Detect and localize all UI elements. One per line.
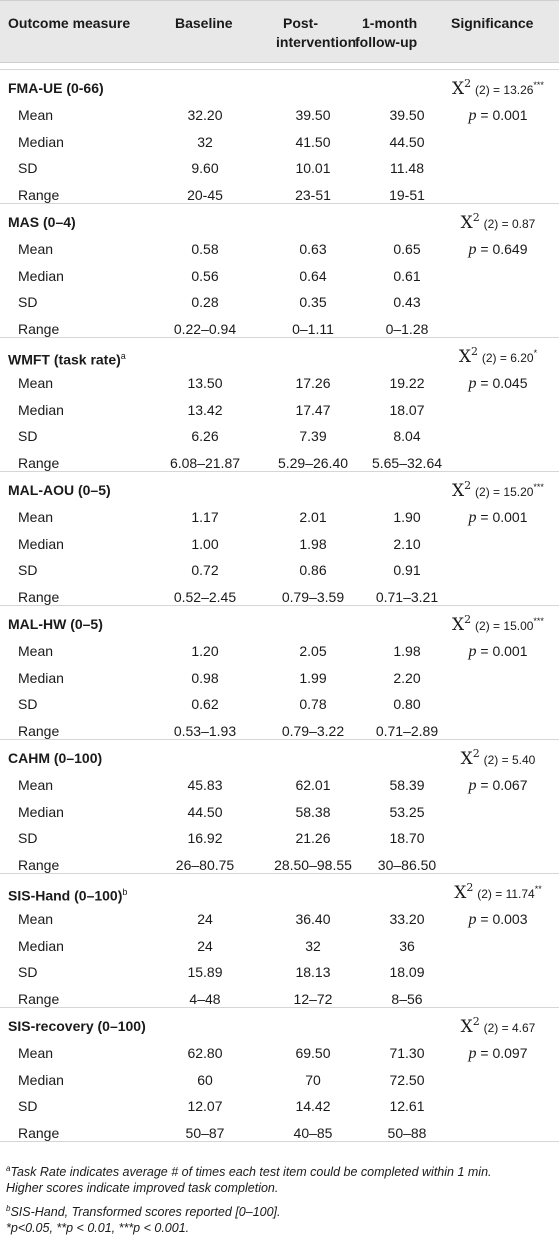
header-post-intervention [276,14,357,52]
row-label: SD [18,830,38,847]
row-label: Mean [18,374,54,391]
p-value-text: = 0.649 [480,240,528,257]
p-value [440,775,556,796]
p-value [440,373,556,394]
post-intervention-value: 1.99 [299,669,327,686]
header-follow-up [355,14,417,52]
chi-symbol: $X^2$ [452,613,472,635]
baseline-value: 0.22–0.94 [173,321,237,338]
follow-up-value: 0.71–2.89 [375,723,439,740]
chi-value: (2) = 15.00 [475,619,534,633]
p-value-text: = 0.097 [480,1044,528,1061]
footnote-a-mark: a [6,1164,11,1173]
p-symbol: p [468,642,477,660]
post-intervention-value: 5.29–26.40 [277,455,349,472]
row-label: Median [18,803,64,820]
row-label: Median [18,535,64,552]
group-title [8,614,103,634]
header-significance: Significance [451,15,534,31]
row-label: Mean [18,910,54,927]
chi-value: (2) = 4.67 [483,1021,536,1035]
chi-square-result [440,1012,556,1038]
row-label: Mean [18,776,54,793]
p-value [440,641,556,662]
p-value [440,507,556,528]
header-post-line2: intervention [276,34,357,50]
post-intervention-value: 70 [305,1071,321,1088]
header-follow-line1: 1-month [362,15,418,31]
footnote-a-text: Task Rate indicates average # of times each test item could be completed within 1 min. [10,1165,492,1179]
post-intervention-value: 2.01 [299,508,327,525]
follow-up-value: 8–56 [391,991,423,1008]
baseline-value: 50–87 [185,1125,225,1142]
row-label: Range [18,991,60,1008]
post-intervention-value: 14.42 [295,1098,331,1115]
p-value [440,105,556,126]
baseline-value: 0.28 [191,294,219,311]
row-label: Median [18,669,64,686]
p-value-text: = 0.001 [480,642,528,659]
baseline-value: 32.20 [187,106,223,123]
group-title-text: CAHM (0–100) [8,750,103,766]
footnote-marker: b [122,887,128,897]
baseline-value: 24 [197,937,213,954]
post-intervention-value: 17.26 [295,374,331,391]
post-intervention-value: 41.50 [295,133,331,150]
post-intervention-value: 0.79–3.22 [281,723,345,740]
chi-symbol: $X^2$ [454,881,474,903]
row-label: Mean [18,508,54,525]
post-intervention-value: 0.64 [299,267,327,284]
row-label: Mean [18,1044,54,1061]
follow-up-value: 0–1.28 [385,321,429,338]
p-value-text: = 0.001 [480,508,528,525]
post-intervention-value: 58.38 [295,803,331,820]
row-label: Mean [18,106,54,123]
group-divider [0,605,559,606]
row-label: Range [18,455,60,472]
p-value-text: = 0.045 [480,374,528,391]
footnote-b [6,1200,281,1221]
p-symbol: p [468,910,477,928]
post-intervention-value: 0.63 [299,240,327,257]
baseline-value: 62.80 [187,1044,223,1061]
baseline-value: 60 [197,1071,213,1088]
post-intervention-value: 39.50 [295,106,331,123]
significance-stars: ** [534,884,542,894]
footnote-b-mark: b [6,1204,11,1213]
footnote-a [6,1160,492,1181]
group-divider [0,69,559,70]
row-label: Range [18,1125,60,1142]
significance-stars: *** [533,80,544,90]
baseline-value: 0.52–2.45 [173,589,237,606]
table-bottom-rule [0,1141,559,1142]
baseline-value: 16.92 [187,830,223,847]
header-baseline: Baseline [175,15,233,31]
group-title-text: SIS-Hand (0–100) [8,887,123,904]
follow-up-value: 72.50 [389,1071,425,1088]
baseline-value: 13.50 [187,374,223,391]
baseline-value: 0.58 [191,240,219,257]
post-intervention-value: 28.50–98.55 [274,857,352,874]
baseline-value: 44.50 [187,803,223,820]
row-label: SD [18,160,38,177]
chi-square-result [440,476,556,502]
p-value-text: = 0.003 [480,910,528,927]
chi-symbol: $X^2$ [452,77,472,99]
follow-up-value: 44.50 [389,133,425,150]
follow-up-value: 18.07 [389,401,425,418]
significance-stars: * [533,348,538,358]
chi-square-result [440,74,556,100]
follow-up-value: 2.20 [393,669,421,686]
header-post-line1: Post- [283,15,318,31]
group-title-text: SIS-recovery (0–100) [8,1018,146,1034]
group-divider [0,1007,559,1008]
footnote-a-line2: Higher scores indicate improved task completion. [6,1181,279,1195]
post-intervention-value: 0–1.11 [292,321,334,338]
follow-up-value: 0.80 [393,696,421,713]
group-divider [0,471,559,472]
baseline-value: 6.08–21.87 [169,455,241,472]
post-intervention-value: 69.50 [295,1044,331,1061]
chi-square-result [440,208,556,234]
chi-square-result [440,878,556,904]
group-title [8,78,104,98]
row-label: SD [18,562,38,579]
post-intervention-value: 12–72 [293,991,333,1008]
footnote-significance: *p<0.05, **p < 0.01, ***p < 0.001. [6,1221,190,1235]
chi-value: (2) = 11.74 [477,887,535,901]
row-label: SD [18,428,38,445]
chi-symbol: $X^2$ [460,1015,480,1037]
follow-up-value: 50–88 [387,1125,427,1142]
baseline-value: 1.00 [191,535,219,552]
post-intervention-value: 23-51 [295,187,331,204]
row-label: Median [18,133,64,150]
group-title-text: FMA-UE (0-66) [8,80,104,96]
p-symbol: p [468,374,477,392]
baseline-value: 0.98 [191,669,219,686]
follow-up-value: 11.48 [390,160,424,177]
significance-stars: *** [533,616,544,626]
post-intervention-value: 10.01 [295,160,331,177]
follow-up-value: 1.90 [393,508,421,525]
group-title-text: MAL-HW (0–5) [8,616,103,632]
follow-up-value: 18.70 [389,830,425,847]
baseline-value: 4–48 [189,991,221,1008]
chi-value: (2) = 6.20 [481,351,534,365]
chi-symbol: $X^2$ [458,345,478,367]
chi-symbol: $X^2$ [452,479,472,501]
post-intervention-value: 21.26 [295,830,331,847]
row-label: Median [18,1071,64,1088]
table-header [0,0,559,63]
post-intervention-value: 36.40 [295,910,331,927]
post-intervention-value: 0.86 [299,562,327,579]
baseline-value: 6.26 [191,428,219,445]
baseline-value: 20-45 [187,187,223,204]
group-divider [0,203,559,204]
p-symbol: p [468,776,477,794]
footnote-b-text: SIS-Hand, Transformed scores reported [0–100]. [10,1205,281,1219]
follow-up-value: 0.91 [393,562,421,579]
baseline-value: 0.62 [191,696,219,713]
post-intervention-value: 17.47 [295,401,331,418]
p-value [440,239,556,260]
p-symbol: p [468,106,477,124]
chi-square-result [440,744,556,770]
group-title-text: MAS (0–4) [8,214,76,230]
row-label: Range [18,321,60,338]
chi-value: (2) = 0.87 [483,217,536,231]
group-title [8,748,102,768]
follow-up-value: 0.71–3.21 [375,589,439,606]
post-intervention-value: 62.01 [295,776,331,793]
chi-square-result [440,610,556,636]
group-title [8,346,126,370]
follow-up-value: 8.04 [393,428,421,445]
baseline-value: 26–80.75 [175,857,235,874]
follow-up-value: 18.09 [389,964,425,981]
baseline-value: 0.72 [191,562,219,579]
row-label: Range [18,857,60,874]
p-value [440,1043,556,1064]
row-label: Median [18,937,64,954]
row-label: SD [18,294,38,311]
post-intervention-value: 0.79–3.59 [281,589,345,606]
group-title [8,1016,146,1036]
row-label: SD [18,696,38,713]
baseline-value: 13.42 [187,401,223,418]
group-divider [0,337,559,338]
follow-up-value: 53.25 [389,803,425,820]
baseline-value: 1.20 [191,642,219,659]
group-divider [0,739,559,740]
post-intervention-value: 2.05 [299,642,327,659]
row-label: SD [18,964,38,981]
post-intervention-value: 40–85 [293,1125,333,1142]
group-title-text: WMFT (task rate) [8,351,121,368]
follow-up-value: 33.20 [389,910,425,927]
post-intervention-value: 0.78 [299,696,327,713]
row-label: Range [18,589,60,606]
follow-up-value: 12.61 [389,1098,425,1115]
post-intervention-value: 32 [305,937,321,954]
chi-value: (2) = 15.20 [475,485,534,499]
baseline-value: 15.89 [187,964,223,981]
chi-symbol: $X^2$ [460,211,480,233]
baseline-value: 12.07 [187,1098,223,1115]
follow-up-value: 30–86.50 [377,857,437,874]
baseline-value: 0.53–1.93 [173,723,237,740]
follow-up-value: 1.98 [393,642,421,659]
post-intervention-value: 1.98 [299,535,327,552]
chi-symbol: $X^2$ [460,747,480,769]
row-label: SD [18,1098,38,1115]
chi-value: (2) = 5.40 [483,753,536,767]
follow-up-value: 0.65 [393,240,421,257]
group-title-text: MAL-AOU (0–5) [8,482,111,498]
baseline-value: 9.60 [191,160,219,177]
post-intervention-value: 18.13 [295,964,331,981]
post-intervention-value: 7.39 [299,428,327,445]
follow-up-value: 0.43 [393,294,421,311]
header-follow-line2: follow-up [355,34,418,50]
group-title [8,882,127,906]
p-value-text: = 0.001 [480,106,528,123]
group-divider [0,873,559,874]
baseline-value: 1.17 [191,508,219,525]
follow-up-value: 71.30 [389,1044,425,1061]
row-label: Range [18,723,60,740]
chi-square-result [440,342,556,368]
p-symbol: p [468,240,477,258]
follow-up-value: 0.61 [393,267,421,284]
baseline-value: 24 [197,910,213,927]
baseline-value: 45.83 [187,776,223,793]
p-value [440,909,556,930]
row-label: Median [18,401,64,418]
follow-up-value: 5.65–32.64 [371,455,443,472]
follow-up-value: 58.39 [389,776,425,793]
baseline-value: 32 [197,133,213,150]
footnote-marker: a [120,351,126,361]
p-symbol: p [468,1044,477,1062]
follow-up-value: 19-51 [389,187,425,204]
p-value-text: = 0.067 [480,776,528,793]
row-label: Mean [18,642,54,659]
follow-up-value: 19.22 [389,374,425,391]
significance-stars: *** [533,482,544,492]
post-intervention-value: 0.35 [299,294,327,311]
group-title [8,212,76,232]
row-label: Median [18,267,64,284]
follow-up-value: 39.50 [389,106,425,123]
follow-up-value: 36 [399,937,415,954]
chi-value: (2) = 13.26 [475,83,534,97]
follow-up-value: 2.10 [393,535,421,552]
row-label: Range [18,187,60,204]
p-symbol: p [468,508,477,526]
header-outcome-measure: Outcome measure [8,15,131,31]
row-label: Mean [18,240,54,257]
group-title [8,480,111,500]
baseline-value: 0.56 [191,267,219,284]
